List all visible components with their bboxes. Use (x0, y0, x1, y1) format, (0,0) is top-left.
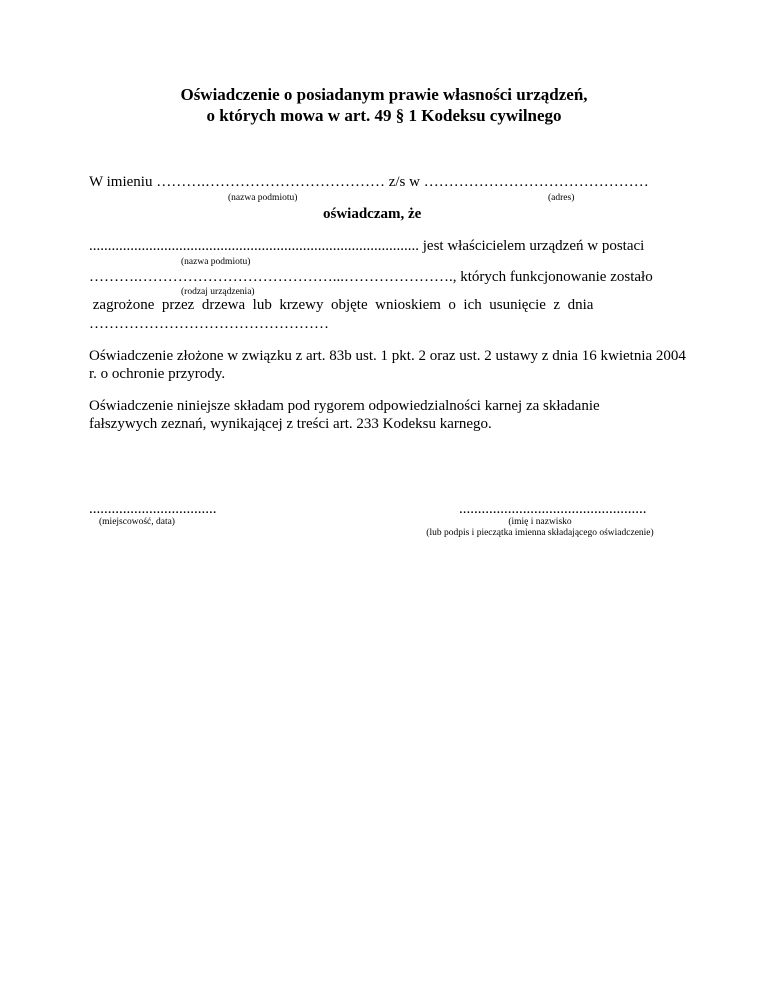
signature-stamp-hint: (lub podpis i pieczątka imienna składającego oświadczenie) (426, 528, 654, 538)
date-line: ………………………………………… (89, 316, 329, 332)
address-hint: (adres) (548, 193, 575, 203)
device-type-hint: (rodzaj urządzenia) (181, 287, 255, 297)
entity-name-hint: (nazwa podmiotu) (228, 193, 298, 203)
liability-paragraph: Oświadczenie niniejsze składam pod rygorem odpowiedzialności karnej za składanie fałszywych zeznań, wynikającej z treści art. 233 Kodeksu karnego. (89, 398, 600, 432)
place-date-hint: (miejscowość, data) (99, 517, 175, 527)
device-line: ……….…………………………………...…………………., których funkcjonowanie zostało (89, 269, 653, 285)
threat-line: zagrożone przez drzewa lub krzewy objęte wnioskiem o ich usunięcie z dnia (89, 297, 594, 313)
title-line-1: Oświadczenie o posiadanym prawie własności urządzeń, (180, 85, 588, 104)
place-date-dots: .................................. (89, 501, 217, 517)
declaration-heading: oświadczam, że (323, 206, 422, 222)
name-hint: (imię i nazwisko (508, 517, 572, 527)
signature-hint-block (400, 517, 680, 539)
document-title (0, 84, 768, 126)
entity-address-line: W imieniu ……….……………………………… z/s w ……………………………………… (89, 174, 649, 190)
title-line-2: o których mowa w art. 49 § 1 Kodeksu cywilnego (206, 106, 562, 125)
owner-line: ........................................................................................ jest właścicielem urządzeń w postaci (89, 238, 645, 254)
entity-name-hint-2: (nazwa podmiotu) (181, 257, 251, 267)
legal-basis-paragraph: Oświadczenie złożone w związku z art. 83b ust. 1 pkt. 2 oraz ust. 2 ustawy z dnia 16 kwietnia 2004 r. o ochronie przyrody. (89, 348, 686, 382)
signature-dots: .................................................. (459, 501, 647, 517)
